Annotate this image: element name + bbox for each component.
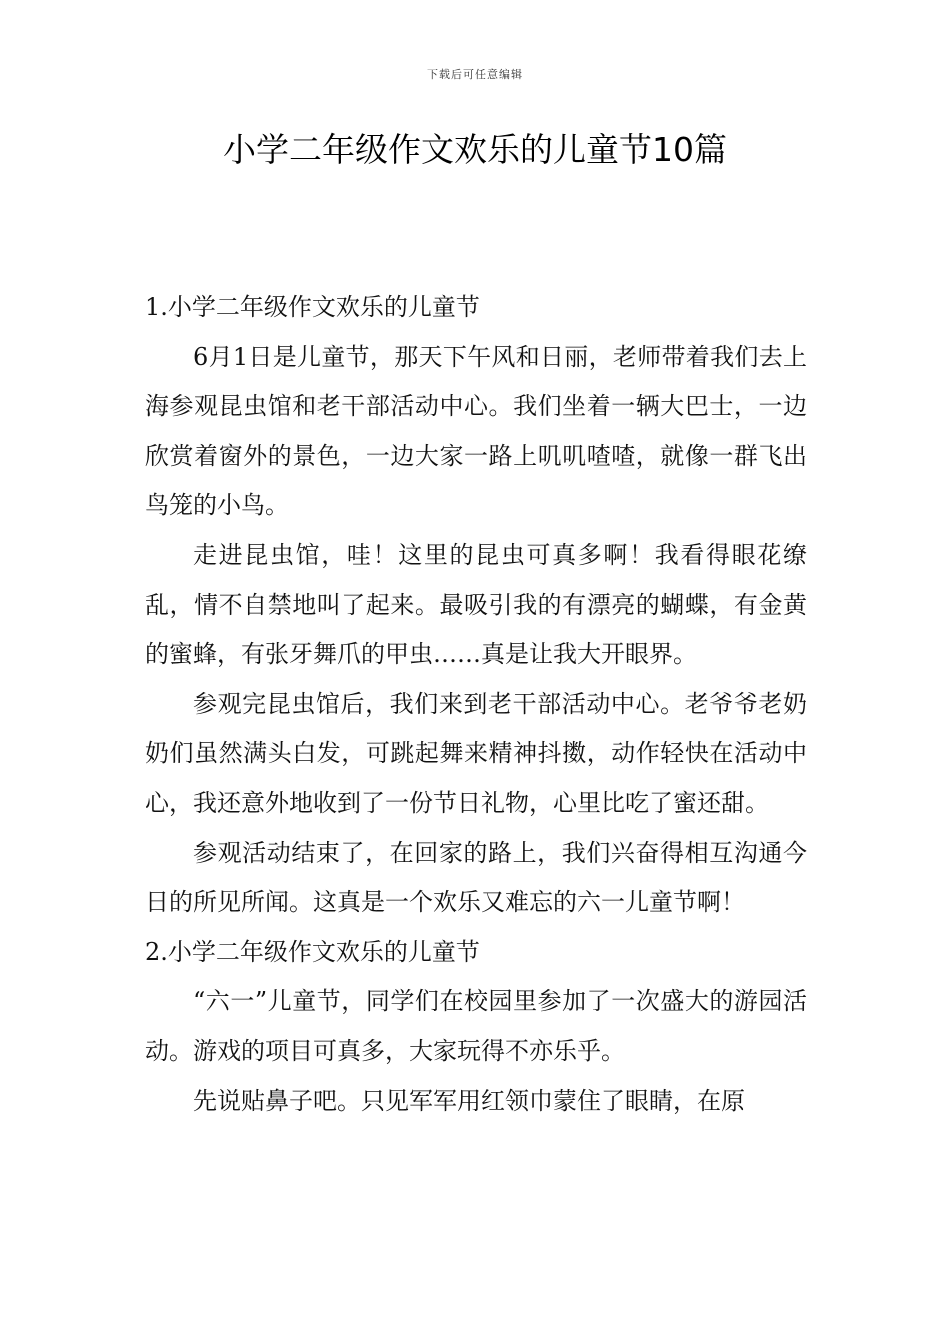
paragraph: 走进昆虫馆，哇！这里的昆虫可真多啊！我看得眼花缭乱，情不自禁地叫了起来。最吸引我的有漂亮的蝴蝶，有金黄的蜜蜂，有张牙舞爪的甲虫……真是让我大开眼界。 bbox=[145, 540, 807, 669]
section-heading: 2.小学二年级作文欢乐的儿童节 bbox=[145, 937, 480, 966]
paragraph: 参观活动结束了，在回家的路上，我们兴奋得相互沟通今日的所见所闻。这真是一个欢乐又难忘的六一儿童节啊！ bbox=[145, 838, 807, 917]
paragraph: 6月1日是儿童节，那天下午风和日丽，老师带着我们去上海参观昆虫馆和老干部活动中心。我们坐着一辆大巴士，一边欣赏着窗外的景色，一边大家一路上叽叽喳喳，就像一群飞出鸟笼的小鸟。 bbox=[145, 342, 807, 520]
paragraph: “六一”儿童节，同学们在校园里参加了一次盛大的游园活动。游戏的项目可真多，大家玩得不亦乐乎。 bbox=[145, 987, 807, 1065]
section-heading: 1.小学二年级作文欢乐的儿童节 bbox=[145, 293, 480, 321]
paragraph: 参观完昆虫馆后，我们来到老干部活动中心。老爷爷老奶奶们虽然满头白发，可跳起舞来精神抖擞，动作轻快在活动中心，我还意外地收到了一份节日礼物，心里比吃了蜜还甜。 bbox=[145, 689, 807, 817]
paragraph: 先说贴鼻子吧。只见军军用红领巾蒙住了眼睛，在原 bbox=[193, 1086, 745, 1115]
document-body bbox=[145, 283, 807, 1126]
document-title: 小学二年级作文欢乐的儿童节10篇 bbox=[223, 130, 727, 169]
header-note: 下载后可任意编辑 bbox=[427, 68, 523, 81]
